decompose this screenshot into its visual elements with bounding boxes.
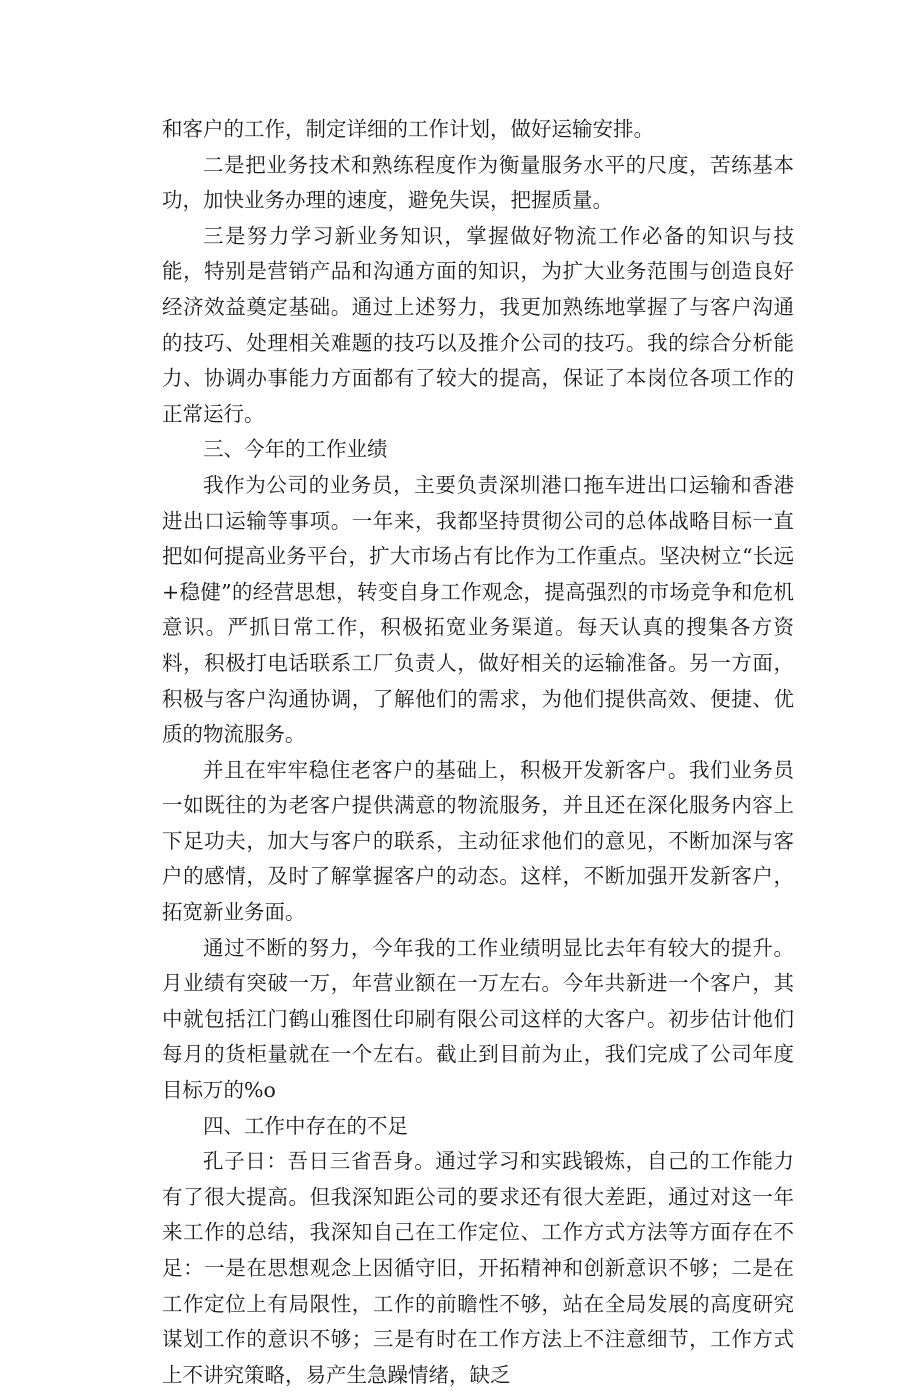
paragraph-new-customers: 并且在牢牢稳住老客户的基础上，积极开发新客户。我们业务员一如既往的为老客户提供满意的物流服务，并且还在深化服务内容上下足功夫，加大与客户的联系，主动征求他们的意见，不断加深与客户的感情，及时了解掌握客户的动态。这样，不断加强开发新客户，拓宽新业务面。 (162, 757, 794, 925)
paragraph-point-two: 二是把业务技术和熟练程度作为衡量服务水平的尺度，苦练基本功，加快业务办理的速度，避免失误，把握质量。 (162, 152, 794, 213)
paragraph-role-description: 我作为公司的业务员，主要负责深圳港口拖车进出口运输和香港进出口运输等事项。一年来，我都坚持贯彻公司的总体战略目标一直把如何提高业务平台，扩大市场占有比作为工作重点。坚决树立“长远+稳健”的经营思想，转变自身工作观念，提高强烈的市场竞争和危机意识。严抓日常工作，积极拓宽业务渠道。每天认真的搜集各方资料，积极打电话联系工厂负责人，做好相关的运输准备。另一方面，积极与客户沟通协调，了解他们的需求，为他们提供高效、便捷、优质的物流服务。 (162, 472, 794, 747)
section-heading-shortcomings: 四、工作中存在的不足 (203, 1113, 408, 1138)
paragraph-continuation: 和客户的工作，制定详细的工作计划，做好运输安排。 (162, 117, 654, 141)
paragraph-self-reflection: 孔子日：吾日三省吾身。通过学习和实践锻炼，自己的工作能力有了很大提高。但我深知距公司的要求还有很大差距，通过对这一年来工作的总结，我深知自己在工作定位、工作方式方法等方面存在不足：一是在思想观念上因循守旧，开拓精神和创新意识不够；二是在工作定位上有局限性，工作的前瞻性不够，站在全局发展的高度研究谋划工作的意识不够；三是有时在工作方法上不注意细节，工作方式上不讲究策略，易产生急躁情绪，缺乏 (162, 1149, 794, 1387)
paragraph-point-three: 三是努力学习新业务知识，掌握做好物流工作必备的知识与技能，特别是营销产品和沟通方面的知识，为扩大业务范围与创造良好经济效益奠定基础。通过上述努力，我更加熟练地掌握了与客户沟通的技巧、处理相关难题的技巧以及推介公司的技巧。我的综合分析能力、协调办事能力方面都有了较大的提高，保证了本岗位各项工作的正常运行。 (162, 223, 794, 426)
paragraph-performance: 通过不断的努力，今年我的工作业绩明显比去年有较大的提升。月业绩有突破一万，年营业额在一万左右。今年共新进一个客户，其中就包括江门鹤山雅图仕印刷有限公司这样的大客户。初步估计他们每月的货柜量就在一个左右。截止到目前为止，我们完成了公司年度目标万的%o (162, 935, 794, 1103)
section-heading-achievements: 三、今年的工作业绩 (203, 437, 388, 462)
document-body (162, 112, 794, 1393)
